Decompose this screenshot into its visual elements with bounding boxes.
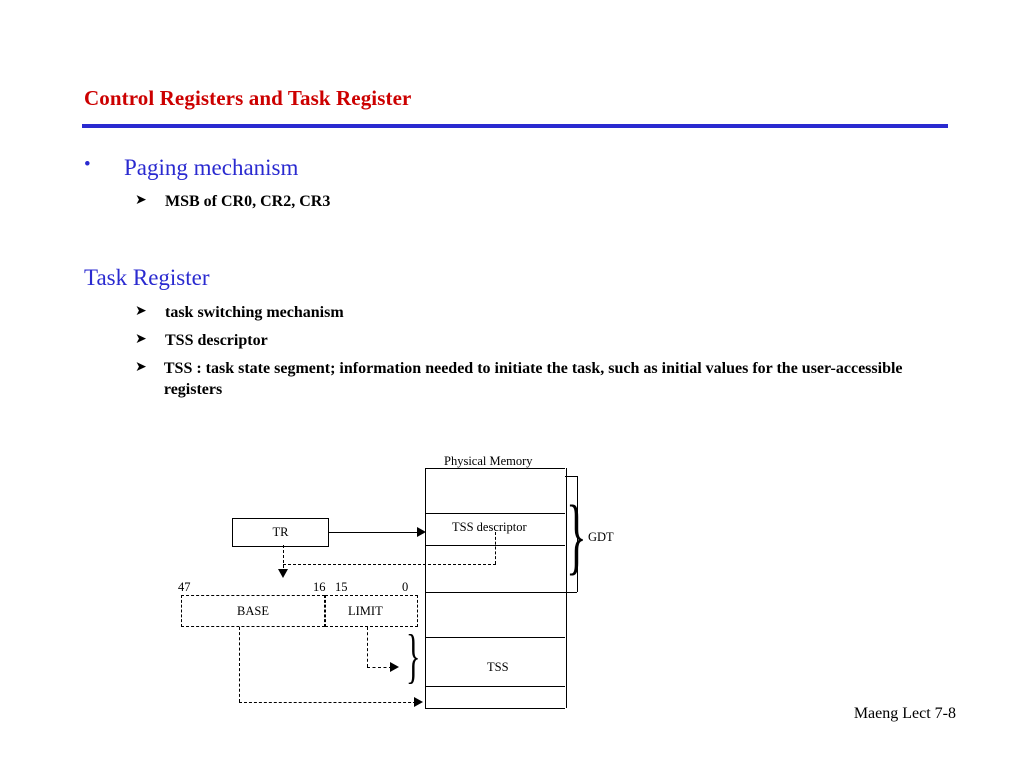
sub-bullet-tss-definition (135, 359, 935, 401)
gdt-top-connector (565, 476, 577, 477)
gdt-bottom-connector (565, 592, 577, 593)
base-to-memory-arrowhead (414, 697, 423, 707)
heading-task-register: Task Register (84, 265, 210, 290)
base-feed-arrowhead (278, 569, 288, 578)
slide-footer: Maeng Lect 7-8 (853, 705, 956, 722)
sub-bullet-label: TSS descriptor (165, 332, 268, 349)
bit-15-label: 15 (335, 580, 348, 594)
bullet-label: Paging mechanism (124, 155, 299, 180)
memory-divider-4 (425, 637, 565, 638)
bit-16-label: 16 (313, 580, 326, 594)
tss-brace-icon: } (406, 623, 421, 689)
sub-bullet-tss-descriptor (135, 331, 955, 352)
base-to-memory-line (239, 702, 421, 703)
page-title: Control Registers and Task Register (84, 86, 412, 110)
sub-bullet-label: task switching mechanism (165, 304, 344, 321)
base-label: BASE (237, 604, 269, 618)
limit-label: LIMIT (348, 604, 383, 618)
tr-register-box (232, 518, 329, 547)
bullet-marker-icon: • (84, 154, 91, 175)
base-down-line (239, 627, 240, 702)
memory-divider-5 (425, 686, 565, 687)
tss-label: TSS (487, 660, 509, 674)
bit-0-label: 0 (402, 580, 409, 594)
limit-to-tss-line (367, 667, 392, 668)
sub-bullet-label: TSS : task state segment; information needed to initiate the task, such as initial values for the user-accessible registers (163, 360, 903, 398)
physical-memory-label: Physical Memory (444, 454, 533, 468)
tr-to-descriptor-arrowhead (417, 527, 426, 537)
arrow-bullet-icon: ➤ (135, 304, 147, 319)
gdt-brace-icon: } (566, 487, 587, 583)
descriptor-to-base-line (283, 564, 496, 565)
gdt-label: GDT (588, 530, 614, 544)
task-register-diagram (0, 440, 1024, 730)
arrow-bullet-icon: ➤ (135, 332, 147, 347)
tr-to-descriptor-line (329, 532, 419, 533)
tss-descriptor-label: TSS descriptor (452, 520, 527, 534)
gdt-vertical-connector (577, 476, 578, 592)
arrow-bullet-icon: ➤ (135, 360, 147, 375)
descriptor-drop-line (495, 532, 496, 564)
memory-divider-bottom (425, 708, 565, 709)
sub-bullet-msb-cr (135, 192, 955, 213)
sub-bullet-label: MSB of CR0, CR2, CR3 (165, 193, 331, 210)
memory-divider-1 (425, 513, 565, 514)
limit-to-tss-arrowhead (390, 662, 399, 672)
sub-bullet-task-switching (135, 303, 955, 324)
tr-label: TR (272, 525, 289, 539)
arrow-bullet-icon: ➤ (135, 193, 147, 208)
title-divider (82, 124, 948, 128)
limit-down-line (367, 627, 368, 667)
memory-divider-3 (425, 592, 565, 593)
bit-47-label: 47 (178, 580, 191, 594)
bullet-paging-mechanism (84, 155, 298, 181)
